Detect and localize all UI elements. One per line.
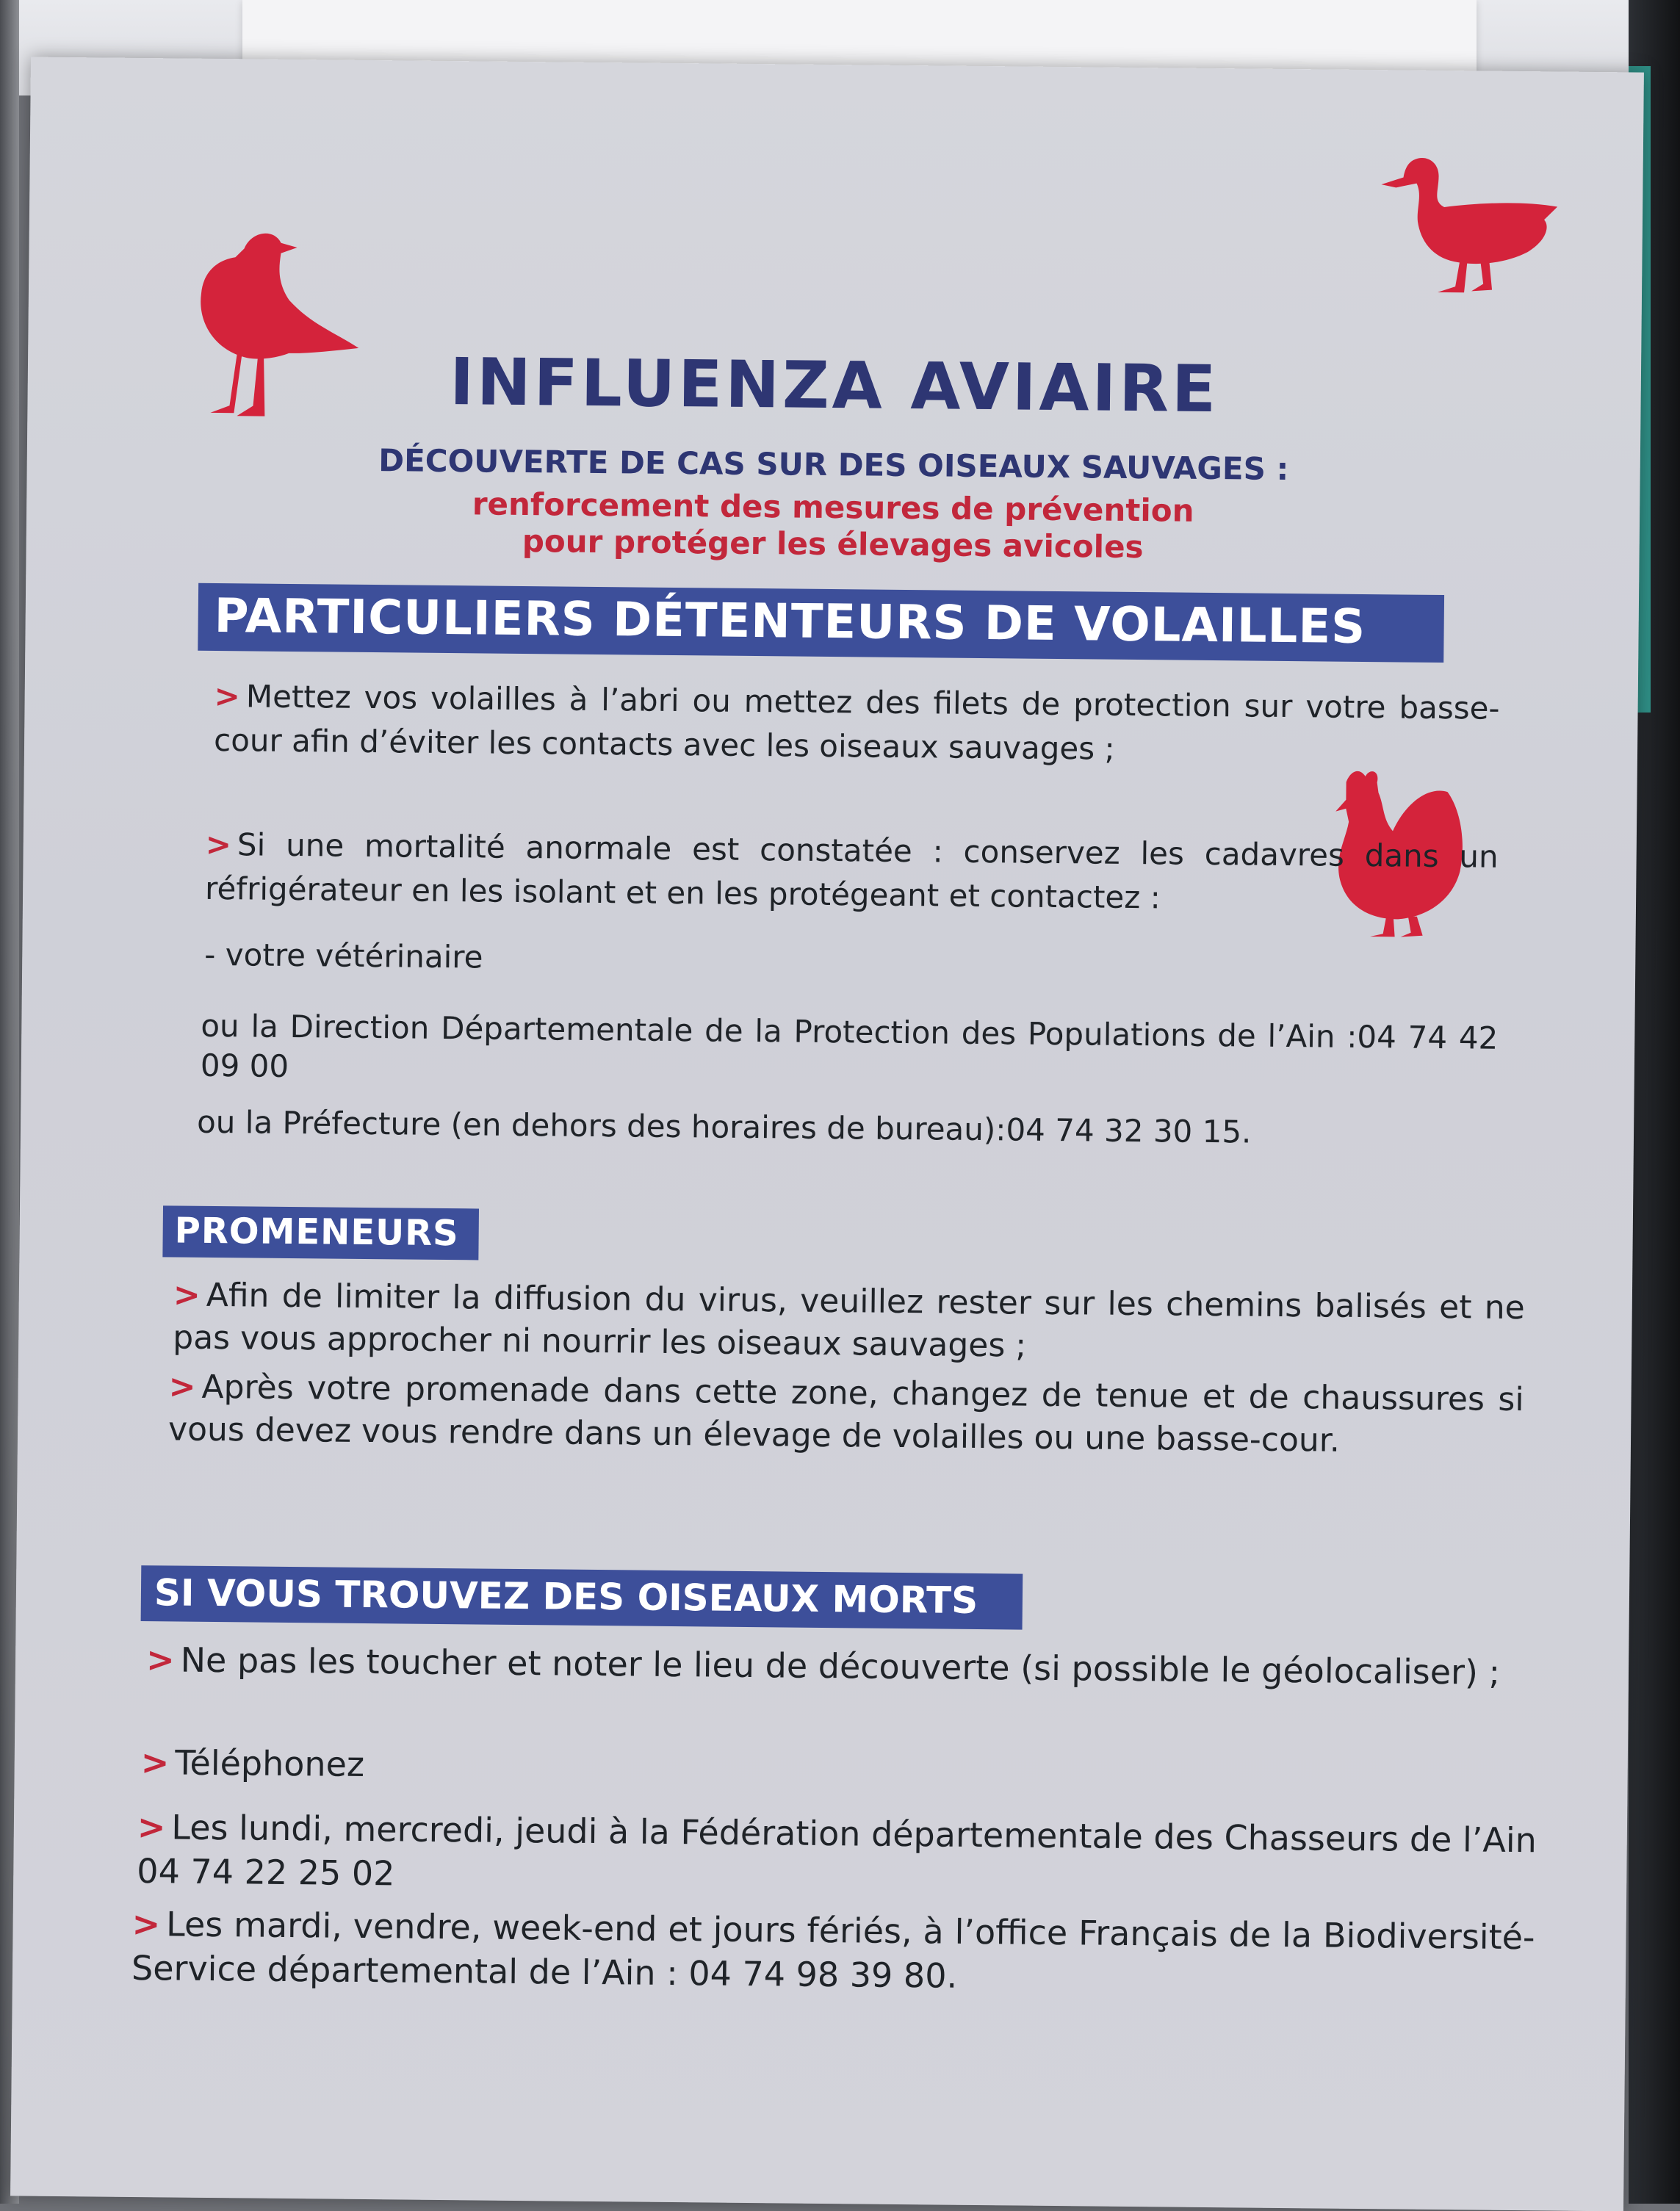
subtitle-red-line-2: pour protéger les élevages avicoles	[522, 522, 1144, 566]
section-heading-promeneurs: PROMENEURS	[162, 1205, 479, 1260]
chevron-right-icon: >	[205, 826, 232, 863]
list-item	[140, 1740, 1536, 1797]
list-item	[173, 1274, 1525, 1372]
list-item	[214, 674, 1500, 775]
chevron-right-icon: >	[145, 1640, 175, 1680]
page-subtitle-red	[26, 482, 1640, 571]
list-item-text: Afin de limiter la diffusion du virus, veuillez rester sur les chemins balisés et ne pas vous approcher ni nourrir les oiseaux sauvages ;	[173, 1276, 1526, 1365]
contact-vet: - votre vétérinaire	[204, 936, 483, 975]
list-item	[205, 823, 1499, 923]
page-subtitle: DÉCOUVERTE DE CAS SUR DES OISEAUX SAUVAGES :	[378, 442, 1289, 487]
list-item-text: Ne pas les toucher et noter le lieu de découverte (si possible le géolocaliser) ;	[180, 1640, 1501, 1692]
contact-prefecture: ou la Préfecture (en dehors des horaires de bureau):04 74 32 30 15.	[196, 1103, 1252, 1150]
chevron-right-icon: >	[214, 677, 241, 715]
list-item-text: Téléphonez	[175, 1742, 365, 1784]
list-item-text: Après votre promenade dans cette zone, changez de tenue et de chaussures si vous devez vous rendre dans un élevage de volailles ou une basse-cour.	[167, 1368, 1524, 1460]
flyer-content	[10, 57, 1644, 2211]
page-title: INFLUENZA AVIAIRE	[449, 344, 1219, 428]
subtitle-red-line-1: renforcement des mesures de prévention	[472, 486, 1194, 529]
chevron-right-icon: >	[137, 1807, 166, 1847]
list-item	[168, 1366, 1524, 1464]
list-item-text: Les lundi, mercredi, jeudi à la Fédération départementale des Chasseurs de l’Ain 04 74 22 25 02	[137, 1807, 1537, 1894]
list-item-text: Les mardi, vendre, week-end et jours fériés, à l’office Français de la Biodiversité-Service départemental de l’Ain : 04 74 98 39 80.	[131, 1904, 1535, 1996]
section-heading-particuliers: PARTICULIERS DÉTENTEURS DE VOLAILLES	[198, 583, 1444, 663]
list-item	[131, 1902, 1535, 2003]
section-heading-oiseaux-morts: SI VOUS TROUVEZ DES OISEAUX MORTS	[141, 1565, 1023, 1630]
flyer	[10, 57, 1644, 2211]
list-item-text: Mettez vos volailles à l’abri ou mettez des filets de protection sur votre basse-cour afin d’éviter les contacts avec les oiseaux sauvages ;	[213, 678, 1500, 767]
chevron-right-icon: >	[140, 1742, 170, 1783]
contact-ddpp: ou la Direction Départementale de la Protection des Populations de l’Ain :04 74 42 09 00	[200, 1007, 1499, 1084]
list-item	[146, 1637, 1542, 1695]
chevron-right-icon: >	[173, 1276, 201, 1314]
list-item	[137, 1805, 1537, 1906]
chevron-right-icon: >	[168, 1368, 196, 1406]
list-item-text: Si une mortalité anormale est constatée : conservez les cadavres dans un réfrigérateur en les isolant et en les protégeant et contactez :	[204, 826, 1499, 916]
chevron-right-icon: >	[131, 1903, 161, 1944]
duck-icon	[1373, 151, 1573, 300]
